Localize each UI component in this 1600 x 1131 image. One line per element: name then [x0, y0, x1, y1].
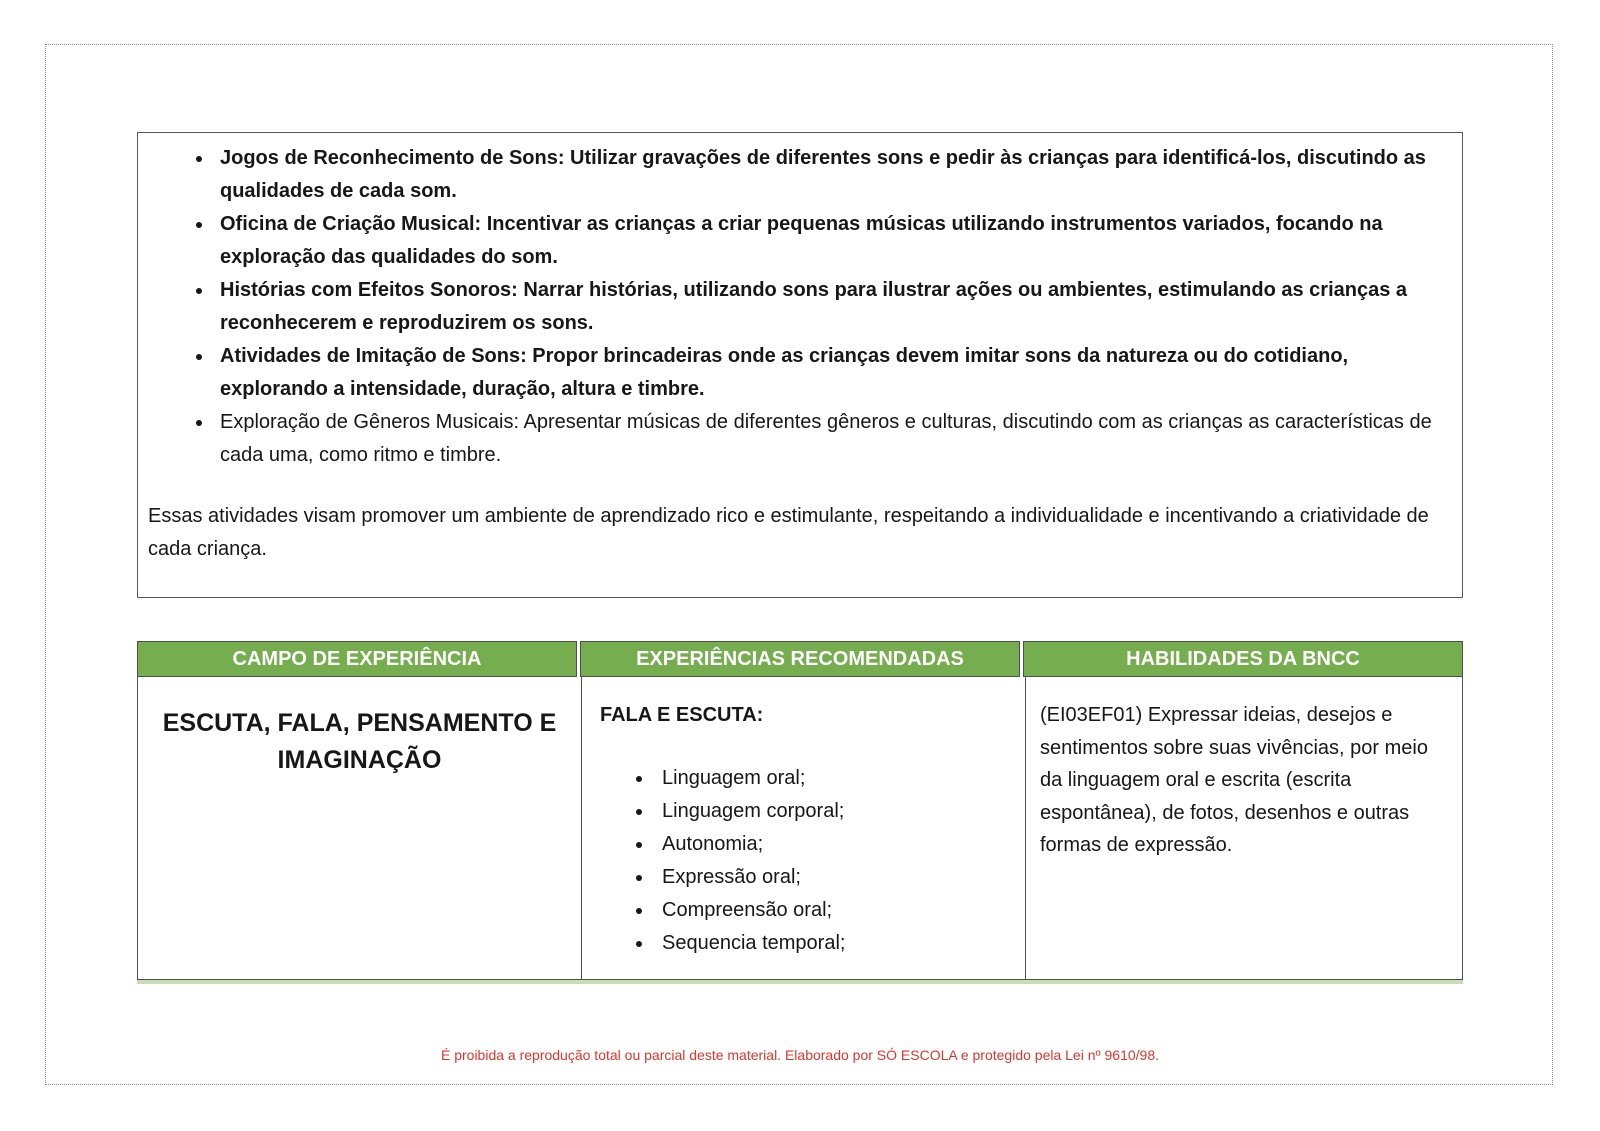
experiencia-item: • Sequencia temporal;	[654, 927, 1005, 960]
activity-list	[148, 142, 1448, 472]
header-habilidades-da-bncc: HABILIDADES DA BNCC	[1023, 641, 1463, 677]
activities-box	[137, 132, 1463, 598]
closing-paragraph: Essas atividades visam promover um ambiente de aprendizado rico e estimulante, respeitando a individualidade e incentivando a criatividade de cada criança.	[148, 505, 1429, 560]
bncc-table	[137, 641, 1463, 984]
table-header-row	[137, 641, 1463, 677]
experiencia-item: • Linguagem corporal;	[654, 795, 1005, 828]
header-experiencias-recomendadas: EXPERIÊNCIAS RECOMENDADAS	[580, 641, 1020, 677]
cell-campo-de-experiencia: ESCUTA, FALA, PENSAMENTO E IMAGINAÇÃO	[162, 709, 557, 774]
activity-item: • Oficina de Criação Musical: Incentivar as crianças a criar pequenas músicas utilizando instrumentos variados, focando na exploração das qualidades do som.	[214, 208, 1448, 274]
experiencia-item: • Compreensão oral;	[654, 894, 1005, 927]
experiencias-list	[600, 762, 1005, 960]
activity-item: • Exploração de Gêneros Musicais: Apresentar músicas de diferentes gêneros e culturas, discutindo com as crianças as características de cada uma, como ritmo e timbre.	[214, 406, 1448, 472]
table-bottom-rule	[137, 980, 1463, 984]
activity-item: • Histórias com Efeitos Sonoros: Narrar histórias, utilizando sons para ilustrar ações ou ambientes, estimulando as crianças a reconhecerem e reproduzirem os sons.	[214, 274, 1448, 340]
cell-habilidades-da-bncc	[1025, 677, 1462, 979]
habilidade-text: (EI03EF01) Expressar ideias, desejos e sentimentos sobre suas vivências, por meio da linguagem oral e escrita (escrita espontânea), de fotos, desenhos e outras formas de expressão.	[1040, 704, 1428, 856]
header-campo-de-experiencia: CAMPO DE EXPERIÊNCIA	[137, 641, 577, 677]
table-body-row	[137, 677, 1463, 980]
experiencia-item: • Autonomia;	[654, 828, 1005, 861]
copyright-notice: É proibida a reprodução total ou parcial deste material. Elaborado por SÓ ESCOLA e protegido pela Lei nº 9610/98.	[440, 1047, 1159, 1063]
activity-item: • Jogos de Reconhecimento de Sons: Utilizar gravações de diferentes sons e pedir às crianças para identificá-los, discutindo as qualidades de cada som.	[214, 142, 1448, 208]
cell-experiencias-recomendadas	[581, 677, 1025, 979]
experiencia-item: • Linguagem oral;	[654, 762, 1005, 795]
experiencia-item: • Expressão oral;	[654, 861, 1005, 894]
experiencias-title: FALA E ESCUTA:	[600, 704, 764, 726]
activity-item: • Atividades de Imitação de Sons: Propor brincadeiras onde as crianças devem imitar sons da natureza ou do cotidiano, explorando a intensidade, duração, altura e timbre.	[214, 340, 1448, 406]
